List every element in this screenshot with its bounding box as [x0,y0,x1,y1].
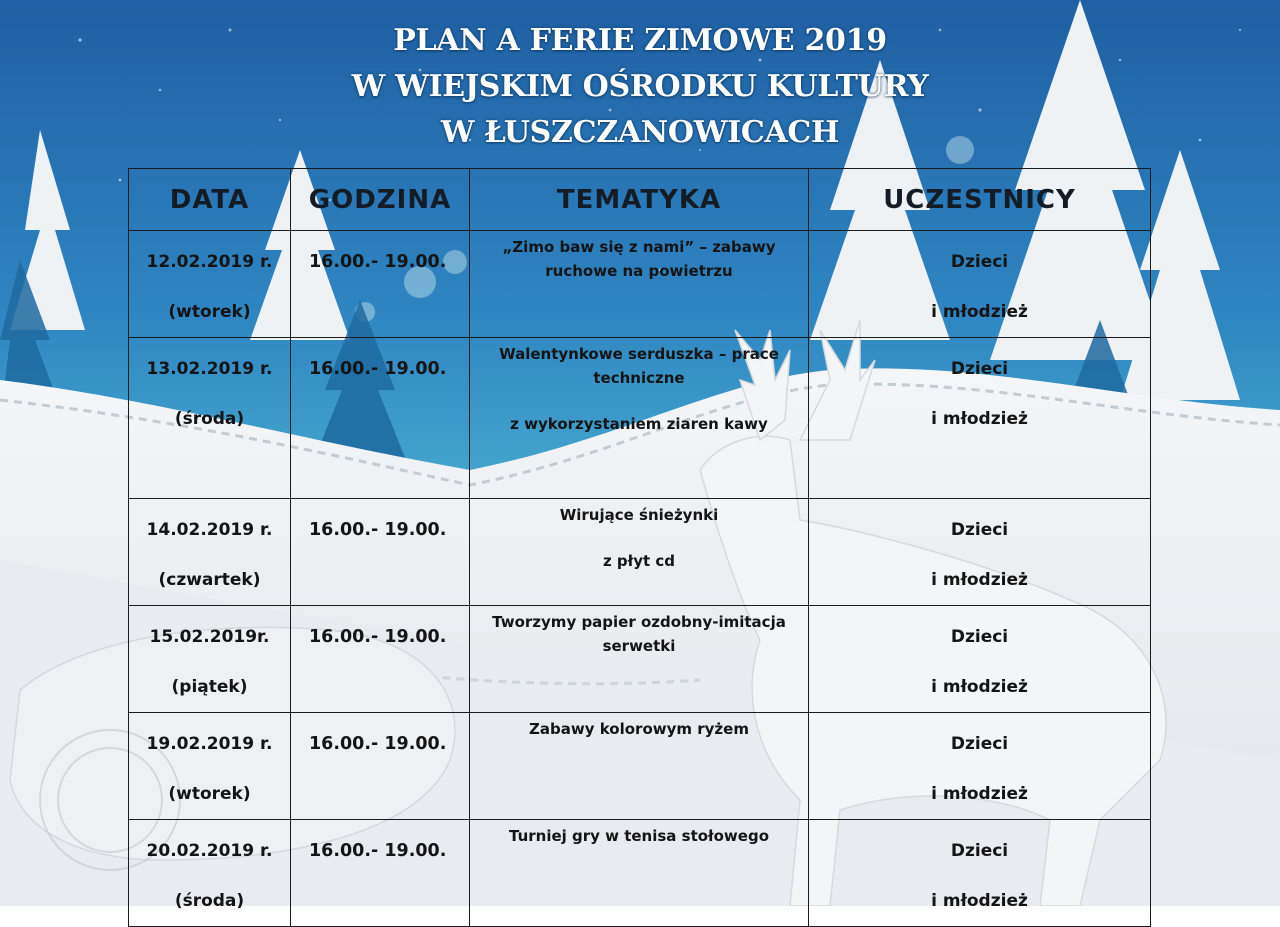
date-cell [129,713,291,820]
table-row [129,820,1151,927]
topic-text: ruchowe na powietrzu [545,262,733,280]
participants-text: Dzieci [950,252,1009,272]
participants-text: Dzieci [950,359,1009,379]
weekday-text: (środa) [174,409,245,429]
participants-text: i młodzież [931,677,1028,697]
topic-cell [470,231,809,338]
time-text: 16.00.- 19.00. [309,841,447,861]
time-text: 16.00.- 19.00. [309,520,447,540]
participants-cell [809,499,1151,606]
weekday-text: (piątek) [171,677,248,697]
table-header-row [129,169,1151,231]
weekday-text: (czwartek) [158,570,261,590]
title-line-3: W ŁUSZCZANOWICACH [440,115,840,150]
date-text: 13.02.2019 r. [146,359,273,379]
participants-cell [809,820,1151,927]
topic-cell [470,606,809,713]
title-line-2: W WIEJSKIM OŚRODKU KULTURY [351,69,929,104]
topic-text: Turniej gry w tenisa stołowego [508,827,770,845]
date-text: 19.02.2019 r. [146,734,273,754]
topic-spacer [470,390,808,412]
table-row [129,231,1151,338]
topic-text: Tworzymy papier ozdobny-imitacja [492,613,786,631]
participants-text: Dzieci [950,734,1009,754]
topic-cell [470,820,809,927]
participants-text: i młodzież [931,891,1028,911]
date-cell [129,231,291,338]
column-header-participants: UCZESTNICY [809,169,1151,231]
time-cell [291,606,470,713]
time-cell [291,338,470,499]
time-text: 16.00.- 19.00. [309,252,447,272]
date-cell [129,606,291,713]
column-header-time: GODZINA [291,169,470,231]
participants-cell [809,231,1151,338]
participants-text: Dzieci [950,841,1009,861]
table-row [129,606,1151,713]
topic-text: Zabawy kolorowym ryżem [529,720,749,738]
title-line-1: PLAN A FERIE ZIMOWE 2019 [393,23,887,58]
date-text: 12.02.2019 r. [146,252,273,272]
weekday-text: (wtorek) [168,302,251,322]
participants-cell [809,338,1151,499]
time-text: 16.00.- 19.00. [309,359,447,379]
topic-text: Walentynkowe serduszka – prace [499,345,779,363]
table-row [129,713,1151,820]
topic-spacer [470,527,808,549]
topic-cell [470,338,809,499]
topic-text: z wykorzystaniem ziaren kawy [510,415,768,433]
participants-text: Dzieci [950,520,1009,540]
topic-text: techniczne [593,369,685,387]
participants-text: i młodzież [931,784,1028,804]
date-cell [129,338,291,499]
topic-cell [470,499,809,606]
topic-cell [470,713,809,820]
topic-text: Wirujące śnieżynki [559,506,719,524]
participants-text: i młodzież [931,302,1028,322]
table-row [129,499,1151,606]
time-cell [291,231,470,338]
table-row [129,338,1151,499]
date-text: 14.02.2019 r. [146,520,273,540]
date-cell [129,499,291,606]
participants-text: Dzieci [950,627,1009,647]
topic-text: „Zimo baw się z nami” – zabawy [502,238,776,256]
time-text: 16.00.- 19.00. [309,734,447,754]
page-title [0,18,1280,156]
weekday-text: (wtorek) [168,784,251,804]
time-cell [291,713,470,820]
date-cell [129,820,291,927]
participants-cell [809,713,1151,820]
date-text: 15.02.2019r. [149,627,270,647]
weekday-text: (środa) [174,891,245,911]
column-header-topic: TEMATYKA [470,169,809,231]
time-cell [291,820,470,927]
column-header-date: DATA [129,169,291,231]
topic-text: serwetki [602,637,676,655]
time-text: 16.00.- 19.00. [309,627,447,647]
participants-text: i młodzież [931,409,1028,429]
topic-text: z płyt cd [602,552,676,570]
date-text: 20.02.2019 r. [146,841,273,861]
schedule-table [128,168,1151,927]
time-cell [291,499,470,606]
participants-text: i młodzież [931,570,1028,590]
participants-cell [809,606,1151,713]
